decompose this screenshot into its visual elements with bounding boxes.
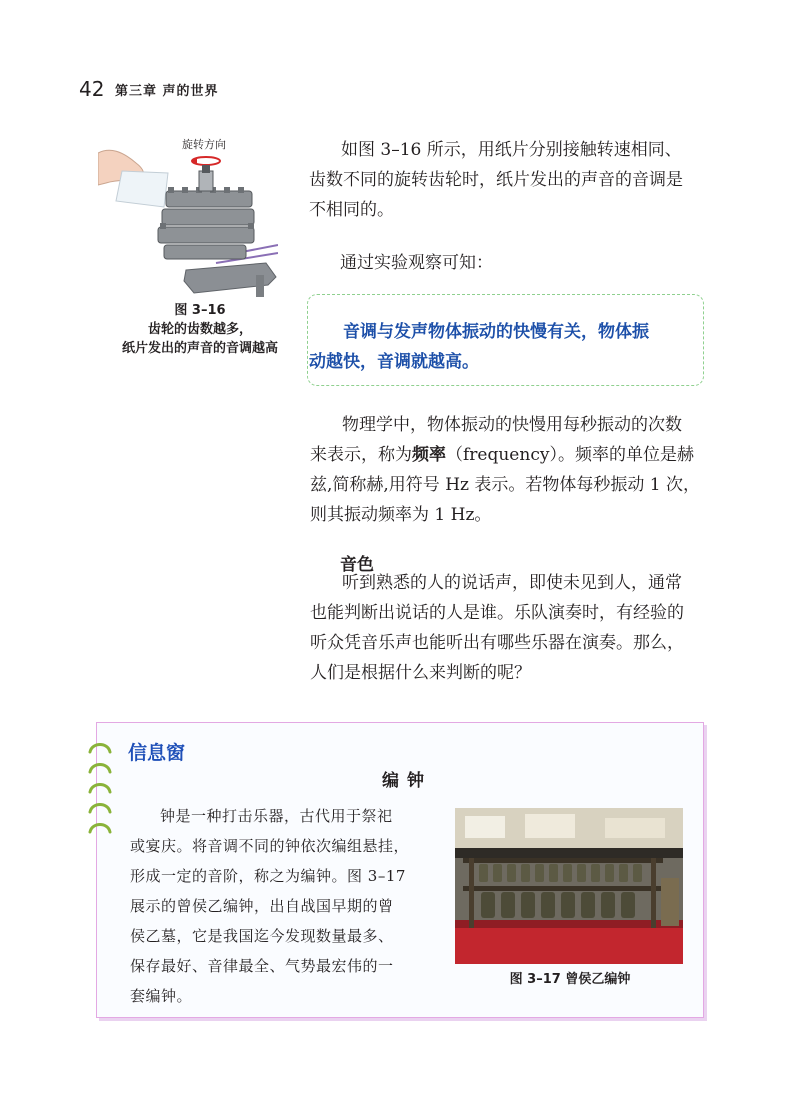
caption-line: 齿轮的齿数越多， xyxy=(147,322,252,337)
text-line: 保存最好、音律最全、气势最宏伟的一 xyxy=(130,957,394,975)
chapter-title: 第三章 声的世界 xyxy=(115,84,219,99)
text-line: 人们是根据什么来判断的呢？ xyxy=(310,663,531,683)
caption-line: 纸片发出的声音的音调越高 xyxy=(121,341,278,356)
text-line: 展示的曾侯乙编钟，出自战国早期的曾 xyxy=(130,897,394,915)
info-window-title: 信息窗 xyxy=(128,742,186,764)
text-line: 不相同的。 xyxy=(309,200,394,220)
text-span: 来表示，称为 xyxy=(310,445,412,465)
text-line xyxy=(310,440,712,470)
paragraph-observation: 通过实验观察可知： xyxy=(340,253,493,273)
text-line: 音调与发声物体振动的快慢有关，物体振 xyxy=(343,322,649,342)
info-window-subtitle: 编钟 xyxy=(382,771,432,791)
text-line: 钟是一种打击乐器，古代用于祭祀 xyxy=(160,807,393,825)
text-line: 动越快，音调就越高。 xyxy=(309,352,479,372)
text-line: 听到熟悉的人的说话声，即使未见到人，通常 xyxy=(342,573,682,593)
text-line: 如图 3–16 所示，用纸片分别接触转速相同、 xyxy=(341,140,682,160)
section-heading-timbre: 音色 xyxy=(340,555,374,575)
paragraph-gear-experiment xyxy=(309,135,711,225)
figure-3-16-caption xyxy=(100,301,300,358)
page-number: 42 xyxy=(79,77,105,101)
text-line: 齿数不同的旋转齿轮时，纸片发出的声音的音调是 xyxy=(309,170,683,190)
info-window-paragraph xyxy=(130,801,440,1011)
text-line: 套编钟。 xyxy=(130,987,193,1005)
spiral-rings xyxy=(86,740,116,835)
conclusion-callout-text xyxy=(309,317,693,377)
gear-illustration xyxy=(98,135,278,300)
text-line: 兹,简称赫,用符号 Hz 表示。若物体每秒振动 1 次， xyxy=(310,475,701,495)
text-line: 也能判断出说话的人是谁。乐队演奏时，有经验的 xyxy=(310,603,684,623)
gear-figure xyxy=(98,135,278,300)
paragraph-frequency xyxy=(310,410,712,530)
bianzhong-image xyxy=(455,808,683,964)
spiral-binding-icon xyxy=(86,740,116,835)
paragraph-timbre xyxy=(310,568,712,688)
text-line: 或宴庆。将音调不同的钟依次编组悬挂， xyxy=(130,837,410,855)
bianzhong-photo xyxy=(455,808,683,964)
caption-line: 图 3–16 xyxy=(174,303,226,318)
rotation-direction-label: 旋转方向 xyxy=(182,138,226,151)
figure-3-17-caption: 图 3–17 曾侯乙编钟 xyxy=(509,972,631,987)
text-line: 物理学中，物体振动的快慢用每秒振动的次数 xyxy=(342,415,682,435)
text-line: 则其振动频率为 1 Hz。 xyxy=(310,505,492,525)
text-span: （frequency）。频率的单位是赫 xyxy=(446,445,694,465)
text-line: 听众凭音乐声也能听出有哪些乐器在演奏。那么， xyxy=(310,633,684,653)
text-line: 侯乙墓，它是我国迄今发现数量最多、 xyxy=(130,927,394,945)
term-frequency: 频率 xyxy=(412,445,446,465)
text-line: 形成一定的音阶，称之为编钟。图 3–17 xyxy=(130,867,406,885)
